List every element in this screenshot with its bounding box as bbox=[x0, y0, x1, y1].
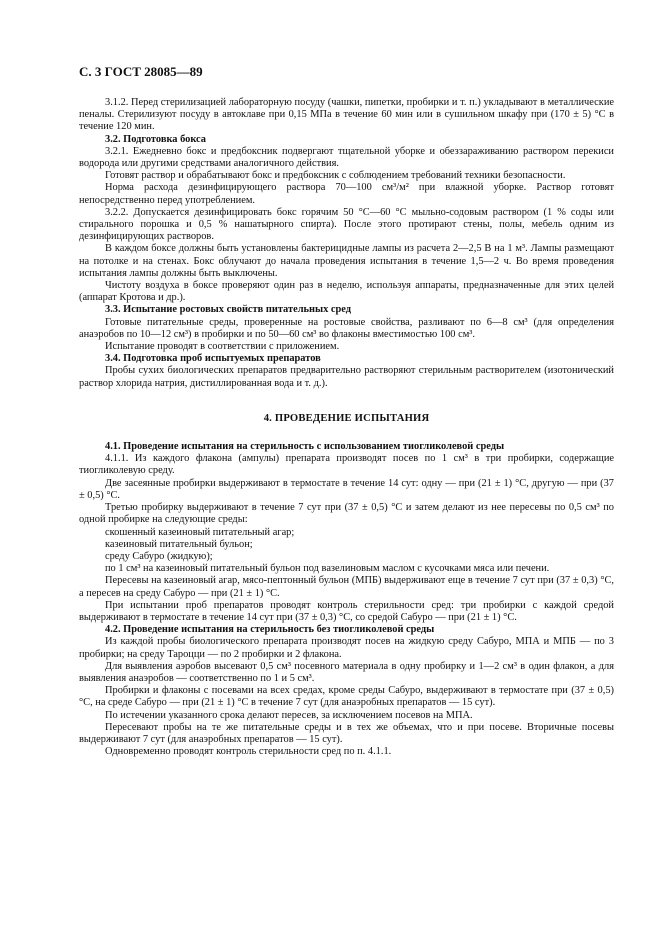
paragraph: Пробирки и флаконы с посевами на всех средах, кроме среды Сабуро, выдерживают в термостате при (37 ± 0,5) °С, на среде Сабуро — при (21 ± 1) °С в течение 7 сут (для анаэробных препаратов — 15 сут). bbox=[79, 685, 614, 709]
section-4-content bbox=[79, 441, 614, 758]
subsection-heading: 3.3. Испытание ростовых свойств питательных сред bbox=[105, 304, 352, 316]
paragraph: Пробы сухих биологических препаратов предварительно растворяют стерильным растворителем (изотонический раствор хлорида натрия, дистиллированная вода и т. д.). bbox=[79, 365, 614, 389]
subsection-heading: 3.2. Подготовка бокса bbox=[105, 133, 206, 145]
paragraph: Готовят раствор и обрабатывают бокс и предбоксник с соблюдением требований техники безопасности. bbox=[105, 170, 566, 182]
paragraph: Третью пробирку выдерживают в течение 7 сут при (37 ± 0,5) °С и затем делают из нее пересевы по 0,5 см³ по одной пробирке на следующие среды: bbox=[79, 502, 614, 526]
list-item: казеиновый питательный бульон; bbox=[105, 538, 253, 550]
paragraph: Из каждой пробы биологического препарата производят посев на жидкую среду Сабуро, МПА и МПБ — по 3 пробирки; на среду Тароцци — по 2 пробирки и 2 флакона. bbox=[79, 636, 614, 660]
list-item: среду Сабуро (жидкую); bbox=[105, 550, 213, 562]
paragraph: Одновременно проводят контроль стерильности сред по п. 4.1.1. bbox=[105, 746, 392, 758]
paragraph: Для выявления аэробов высевают 0,5 см³ посевного материала в одну пробирку и 1—2 см³ в один флакон, а для выявления анаэробов — соответственно по 1 и 5 см³. bbox=[79, 660, 614, 684]
list-item: скошенный казеиновый питательный агар; bbox=[105, 526, 295, 538]
page-header: С. 3 ГОСТ 28085—89 bbox=[79, 64, 203, 79]
paragraph: 3.2.2. Допускается дезинфицировать бокс горячим 50 °С—60 °С мыльно-содовым раствором (1 % соды или стирального порошка и 0,5 % нашатырного спирта). После этого протирают стены, полы, мебель одним из дезинфицирующих растворов. bbox=[79, 206, 614, 243]
paragraph: Две засеянные пробирки выдерживают в термостате в течение 14 сут: одну — при (21 ± 1) °С, другую — при (37 ± 0,5) °С. bbox=[79, 477, 614, 501]
paragraph: По истечении указанного срока делают пересев, за исключением посевов на МПА. bbox=[105, 709, 473, 721]
subsection-heading: 3.4. Подготовка проб испытуемых препаратов bbox=[105, 353, 321, 365]
paragraph: При испытании проб препаратов проводят контроль стерильности сред: три пробирки с каждой средой выдерживают в термостате в течение 14 сут при (37 ± 0,3) °С, со средой Сабуро — при (21 ± 1) °С. bbox=[79, 599, 614, 623]
paragraph: Чистоту воздуха в боксе проверяют один раз в неделю, используя аппараты, предназначенные для этих целей (аппарат Кротова и др.). bbox=[79, 280, 614, 304]
section-4-title: 4. ПРОВЕДЕНИЕ ИСПЫТАНИЯ bbox=[263, 412, 430, 424]
paragraph: Испытание проводят в соответствии с приложением. bbox=[105, 341, 340, 353]
paragraph: Пересевают пробы на те же питательные среды и в тех же объемах, что и при посеве. Вторичные посевы выдерживают 7 сут (для анаэробных препаратов — 15 сут). bbox=[79, 721, 614, 745]
paragraph: 3.2.1. Ежедневно бокс и предбоксник подвергают тщательной уборке и обеззараживанию раствором перекиси водорода или другими средствами аналогичного действия. bbox=[79, 145, 614, 170]
paragraph: В каждом боксе должны быть установлены бактерицидные лампы из расчета 2—2,5 В на 1 м³. Лампы размещают на потолке и на стенах. Бокс облучают до начала проведения испытания в течение 1,5—2 ч. Во время проведения испытания лампы должны быть выключены. bbox=[79, 243, 614, 279]
paragraph: Пересевы на казеиновый агар, мясо-пептонный бульон (МПБ) выдерживают еще в течение 7 сут при (37 ± 0,3) °С, а пересев на среду Сабуро — при (21 ± 1) °С. bbox=[79, 575, 614, 599]
paragraph: 3.1.2. Перед стерилизацией лабораторную посуду (чашки, пипетки, пробирки и т. п.) укладывают в металлические пеналы. Стерилизуют посуду в автоклаве при 0,15 МПа в течение 60 мин или в сушильном шкафу при (170 ± 5) °С в течение 120 мин. bbox=[79, 97, 614, 133]
paragraph: по 1 см³ на казеиновый питательный бульон под вазелиновым маслом с кусочками мяса или печени. bbox=[105, 563, 550, 575]
paragraph: Норма расхода дезинфицирующего раствора 70—100 см³/м² при влажной уборке. Раствор готовят непосредственно перед употреблением. bbox=[79, 182, 614, 206]
subsection-heading: 4.1. Проведение испытания на стерильность с использованием тиогликолевой среды bbox=[105, 441, 505, 453]
paragraph: 4.1.1. Из каждого флакона (ампулы) препарата производят посев по 1 см³ в три пробирки, содержащие тиогликолевую среду. bbox=[79, 453, 614, 477]
section-3-continued bbox=[79, 97, 614, 390]
subsection-heading: 4.2. Проведение испытания на стерильность без тиогликолевой среды bbox=[105, 624, 435, 636]
paragraph: Готовые питательные среды, проверенные на ростовые свойства, разливают по 6—8 см³ (для определения анаэробов по 10—12 см³) в пробирки и по 50—60 см³ во флаконы вместимостью 100 см³. bbox=[79, 316, 614, 340]
document-body bbox=[79, 97, 614, 758]
